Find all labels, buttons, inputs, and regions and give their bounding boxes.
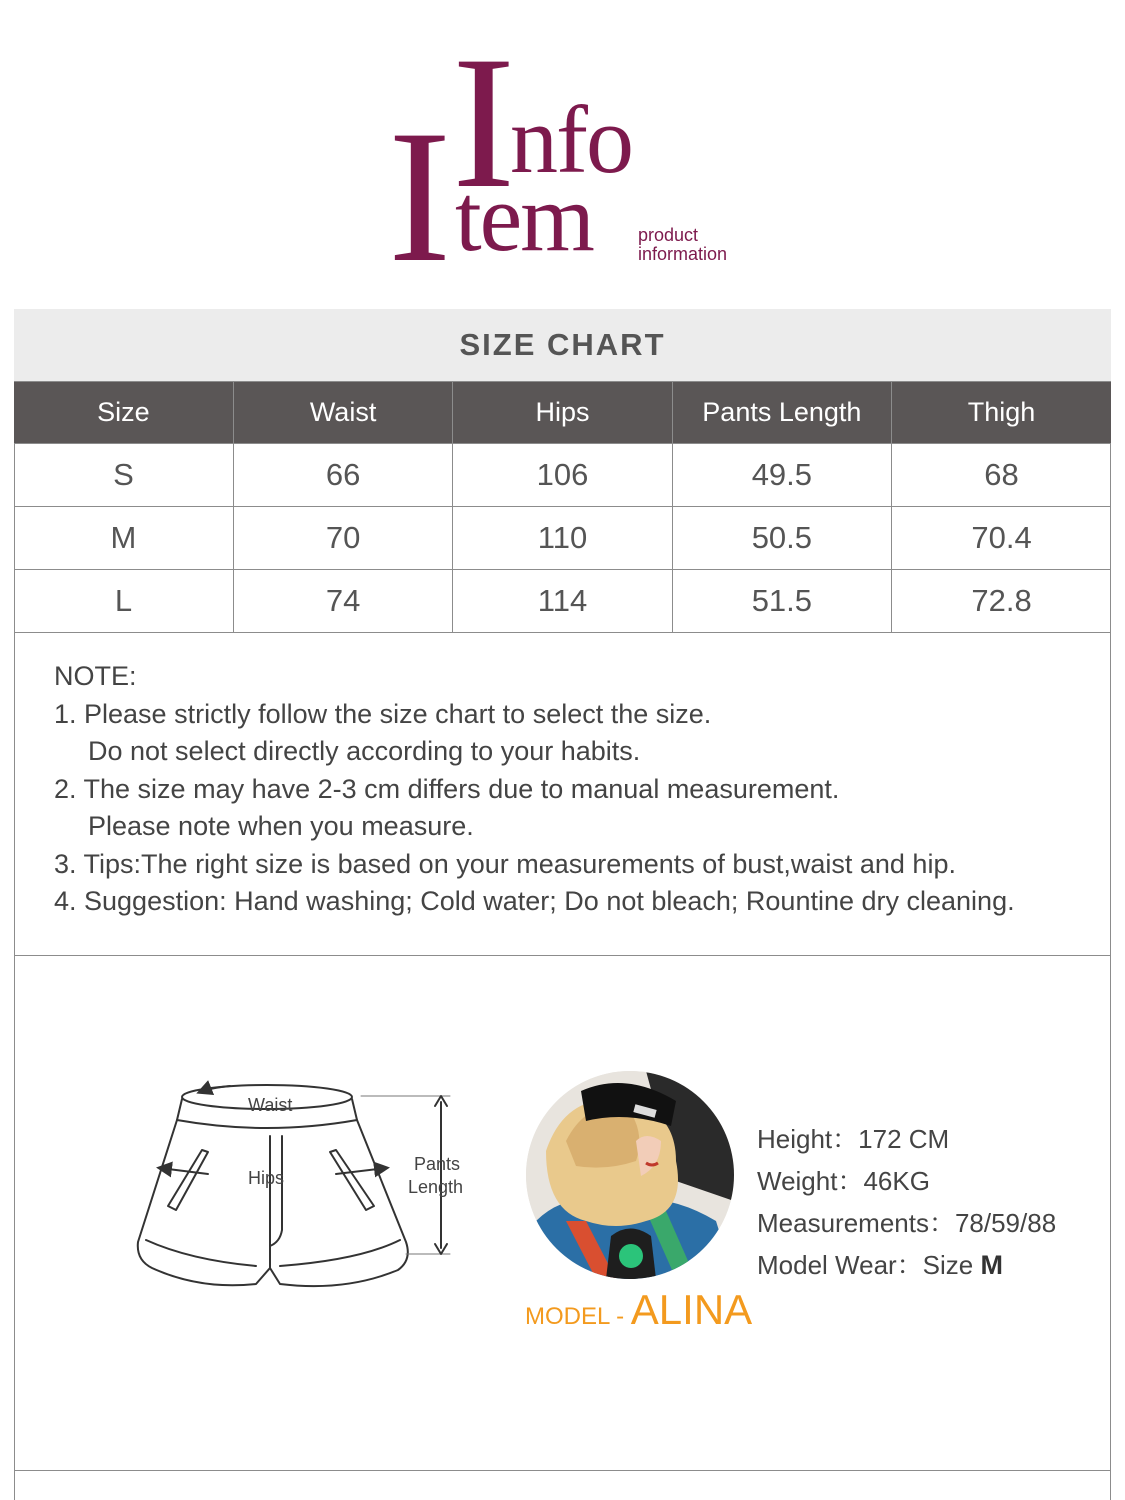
model-photo: [526, 1071, 734, 1279]
hem-trim-right: [280, 1240, 400, 1266]
pocket-right: [330, 1150, 374, 1210]
section-divider: [14, 955, 1111, 956]
model-portrait-illustration: [526, 1071, 734, 1279]
waist-label: Waist: [248, 1095, 293, 1115]
model-measurements: Measurements：78/59/88: [757, 1208, 1057, 1238]
hem-trim-left: [146, 1240, 256, 1266]
column-header-hips: Hips: [453, 382, 672, 443]
shorts-measurement-diagram: [130, 1070, 490, 1310]
pants-length-label-2: Length: [408, 1177, 464, 1197]
model-stats: [757, 1118, 1056, 1286]
table-row: [14, 506, 1111, 569]
column-header-waist: Waist: [233, 382, 452, 443]
model-prefix: MODEL -: [525, 1303, 631, 1330]
size-chart-title: SIZE CHART: [14, 309, 1111, 382]
cell-hips: 110: [453, 506, 672, 569]
column-header-size: Size: [14, 382, 233, 443]
cell-size: S: [14, 443, 233, 506]
cell-waist: 66: [233, 443, 452, 506]
cell-size: L: [14, 569, 233, 632]
cell-pants-length: 50.5: [672, 506, 891, 569]
cell-pants-length: 51.5: [672, 569, 891, 632]
model-name-caption: [525, 1286, 753, 1334]
cell-waist: 74: [233, 569, 452, 632]
shorts-body-outline: [138, 1120, 408, 1286]
model-wear: [757, 1244, 1056, 1286]
bottom-divider: [14, 1470, 1111, 1471]
pants-length-label-1: Pants: [414, 1154, 461, 1174]
table-row: [14, 569, 1111, 632]
hips-label: Hips: [248, 1168, 285, 1188]
pocket-left: [168, 1150, 208, 1210]
logo-item-initial: I: [388, 92, 452, 302]
note-line: 4. Suggestion: Hand washing; Cold water; Do not bleach; Rountine dry cleaning.: [54, 886, 1015, 916]
brand-logo: [0, 0, 1125, 300]
cell-hips: 106: [453, 443, 672, 506]
notes-section: [54, 658, 1104, 921]
cell-pants-length: 49.5: [672, 443, 891, 506]
model-weight: Weight：46KG: [757, 1166, 930, 1196]
logo-subtitle-line2: information: [638, 244, 728, 264]
model-wear-size: M: [980, 1250, 1003, 1280]
logo-item-rest: tem: [455, 164, 593, 271]
hips-arrow-left: [160, 1168, 208, 1174]
cell-thigh: 70.4: [892, 506, 1111, 569]
logo-info-initial: I: [452, 18, 516, 228]
cell-hips: 114: [453, 569, 672, 632]
model-height: Height：172 CM: [757, 1124, 950, 1154]
logo-info-rest: nfo: [510, 86, 632, 193]
fly-stitch: [270, 1136, 282, 1246]
note-line: 3. Tips:The right size is based on your measurements of bust,waist and hip.: [54, 848, 956, 879]
column-header-pants-length: Pants Length: [672, 382, 891, 443]
cell-thigh: 68: [892, 443, 1111, 506]
note-line: Do not select directly according to your habits.: [88, 736, 641, 766]
cell-waist: 70: [233, 506, 452, 569]
notes-heading: NOTE:: [54, 661, 137, 691]
size-chart-table: [14, 382, 1111, 633]
model-name: ALINA: [630, 1286, 753, 1333]
cell-size: M: [14, 506, 233, 569]
note-line: Please note when you measure.: [88, 811, 474, 841]
table-row: [14, 443, 1111, 506]
note-line: 2. The size may have 2-3 cm differs due to manual measurement.: [54, 773, 840, 804]
cell-thigh: 72.8: [892, 569, 1111, 632]
model-wear-label: Model Wear：Size: [757, 1250, 981, 1280]
logo-subtitle-line1: product: [638, 225, 699, 245]
note-line: 1. Please strictly follow the size chart to select the size.: [54, 698, 712, 729]
column-header-thigh: Thigh: [892, 382, 1111, 443]
size-chart-header-row: [14, 382, 1111, 443]
